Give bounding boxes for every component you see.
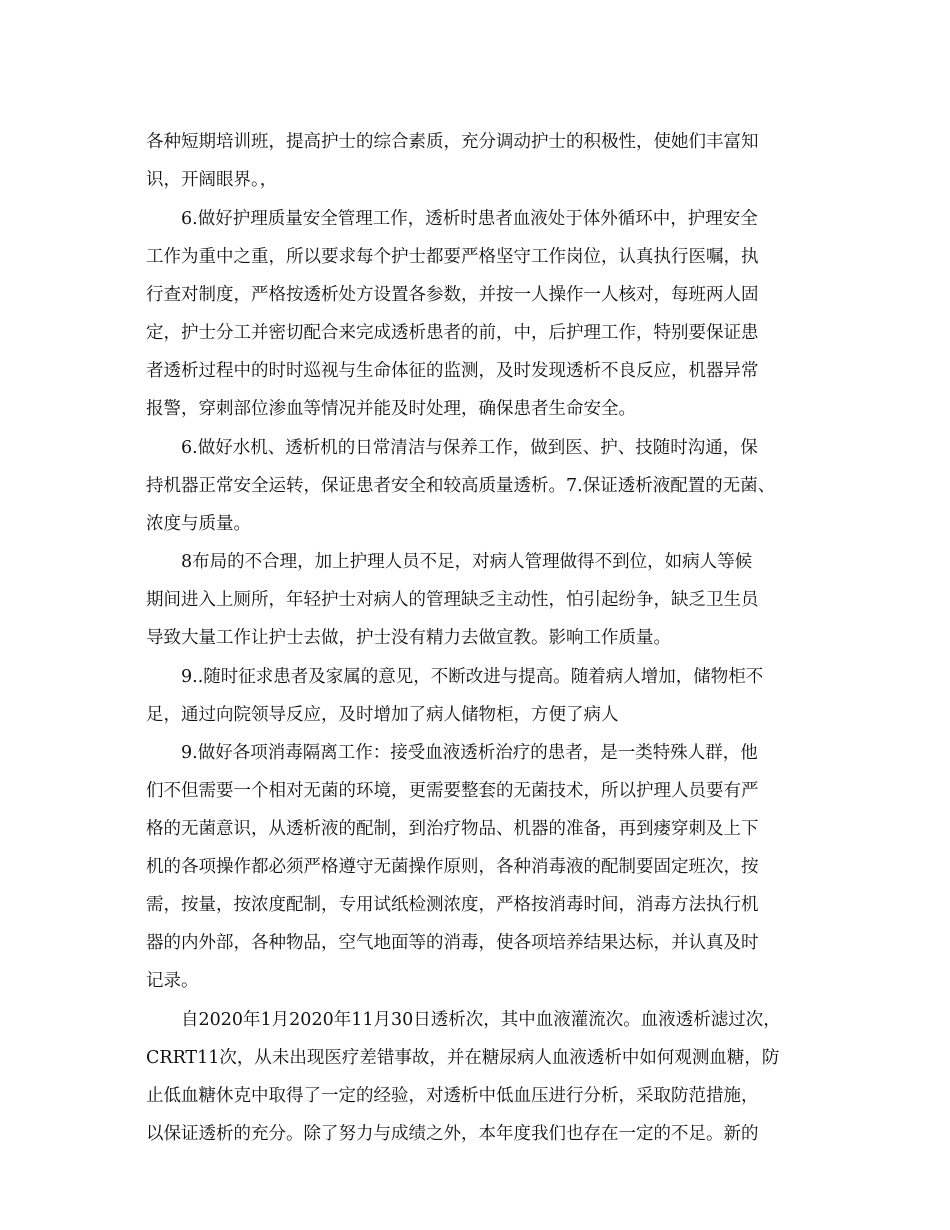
- paragraph-start-line: 自2020年1月2020年11月30日透析次，其中血液灌流次。血液透析滤过次，: [181, 1010, 781, 1030]
- text-line: 报警，穿刺部位渗血等情况并能及时处理，确保患者生命安全。: [146, 399, 636, 419]
- text-line: 持机器正常安全运转，保证患者安全和较高质量透析。7.保证透析液配置的无菌、: [146, 476, 776, 496]
- text-line: 者透析过程中的时时巡视与生命体征的监测，及时发现透析不良反应，机器异常: [146, 361, 759, 381]
- text-line: 机的各项操作都必须严格遵守无菌操作原则，各种消毒液的配制要固定班次，按: [146, 857, 759, 877]
- text-line: 以保证透析的充分。除了努力与成绩之外，本年度我们也存在一定的不足。新的: [146, 1124, 759, 1144]
- text-line: 浓度与质量。: [146, 514, 251, 534]
- text-line: 止低血糖休克中取得了一定的经验，对透析中低血压进行分析，采取防范措施，: [146, 1086, 759, 1106]
- paragraph-start-line: 8布局的不合理，加上护理人员不足，对病人管理做得不到位，如病人等候: [181, 552, 753, 572]
- text-line: 识，开阔眼界。，: [146, 170, 278, 190]
- text-line: CRRT11次，从未出现医疗差错事故，并在糖尿病人血液透析中如何观测血糖，防: [146, 1048, 780, 1068]
- text-line: 记录。: [146, 971, 199, 991]
- text-line: 需，按量，按浓度配制，专用试纸检测浓度，严格按消毒时间，消毒方法执行机: [146, 895, 759, 915]
- text-line: 行查对制度，严格按透析处方设置各参数，并按一人操作一人核对，每班两人固: [146, 285, 759, 305]
- text-line: 定，护士分工并密切配合来完成透析患者的前，中，后护理工作，特别要保证患: [146, 323, 759, 343]
- paragraph-start-line: 6.做好护理质量安全管理工作，透析时患者血液处于体外循环中，护理安全: [181, 209, 758, 229]
- text-line: 期间进入上厕所，年轻护士对病人的管理缺乏主动性，怕引起纷争，缺乏卫生员: [146, 590, 759, 610]
- text-line: 导致大量工作让护士去做，护士没有精力去做宣教。影响工作质量。: [146, 628, 671, 648]
- text-line: 器的内外部，各种物品，空气地面等的消毒，使各项培养结果达标，并认真及时: [146, 933, 759, 953]
- text-line: 格的无菌意识，从透析液的配制，到治疗物品、机器的准备，再到瘘穿刺及上下: [146, 819, 759, 839]
- paragraph-start-line: 9..随时征求患者及家属的意见，不断改进与提高。随着病人增加，储物柜不: [181, 667, 764, 687]
- text-line: 足，通过向院领导反应，及时增加了病人储物柜，方便了病人: [146, 705, 619, 725]
- paragraph-start-line: 9.做好各项消毒隔离工作：接受血液透析治疗的患者，是一类特殊人群，他: [181, 743, 758, 763]
- text-line: 工作为重中之重，所以要求每个护士都要严格坚守工作岗位，认真执行医嘱，执: [146, 247, 759, 267]
- text-line: 们不但需要一个相对无菌的环境，更需要整套的无菌技术，所以护理人员要有严: [146, 781, 759, 801]
- paragraph-start-line: 6.做好水机、透析机的日常清洁与保养工作，做到医、护、技随时沟通，保: [181, 438, 758, 458]
- text-line: 各种短期培训班，提高护士的综合素质，充分调动护士的积极性，使她们丰富知: [146, 132, 759, 152]
